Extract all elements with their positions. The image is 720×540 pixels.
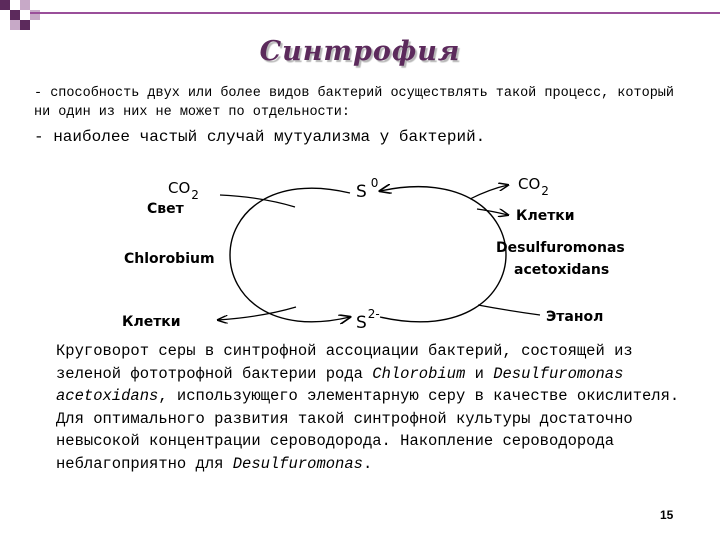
co2-to-cycle-arrow bbox=[220, 195, 295, 207]
right-cells-label: Клетки bbox=[516, 208, 575, 224]
desulfuromonas-arc bbox=[380, 187, 506, 322]
left-cells-label: Клетки bbox=[122, 314, 181, 330]
co2-out-arrow bbox=[470, 185, 508, 199]
s2-label: $S^{2-}$ bbox=[356, 307, 380, 333]
right-organism-label-1: Desulfuromonas bbox=[496, 240, 625, 256]
sulfur-cycle-diagram bbox=[0, 165, 720, 340]
to-cells-arrow-left bbox=[218, 307, 296, 320]
left-organism-label: Chlorobium bbox=[124, 251, 215, 267]
slide-title: Синтрофия bbox=[259, 36, 461, 67]
header-line bbox=[30, 12, 720, 14]
right-organism-label-2: acetoxidans bbox=[514, 262, 610, 278]
diagram-caption: Круговорот серы в синтрофной ассоциации бактерий, состоящей из зеленой фототрофной бактерии рода Chlorobium и Desulfuromonas acetoxidans, использующего элементарную серу в качестве окислителя. Для оптимального развития такой синтрофной культуры достаточно невысокой концентрации сероводорода. Накопление сероводорода неблагоприятно для Desulfuromonas. bbox=[56, 342, 680, 473]
page-number: 15 bbox=[660, 508, 674, 522]
chlorobium-arc bbox=[230, 188, 350, 322]
corner-decoration bbox=[0, 0, 60, 40]
cells-out-arrow bbox=[477, 209, 508, 215]
mutualism-text: - наиболее частый случай мутуализма у бактерий. bbox=[34, 128, 486, 146]
right-ethanol-label: Этанол bbox=[546, 309, 604, 325]
definition-text: - способность двух или более видов бактерий осуществлять такой процесс, который ни один из них не может по отдельности: bbox=[34, 86, 675, 120]
s0-label: S $^0$ bbox=[356, 176, 379, 202]
left-co2-label: $CO_2$ bbox=[168, 179, 199, 202]
right-co2-label: $CO_2$ bbox=[518, 175, 549, 198]
ethanol-in-arrow bbox=[478, 305, 540, 315]
left-light-label: Свет bbox=[147, 201, 184, 217]
